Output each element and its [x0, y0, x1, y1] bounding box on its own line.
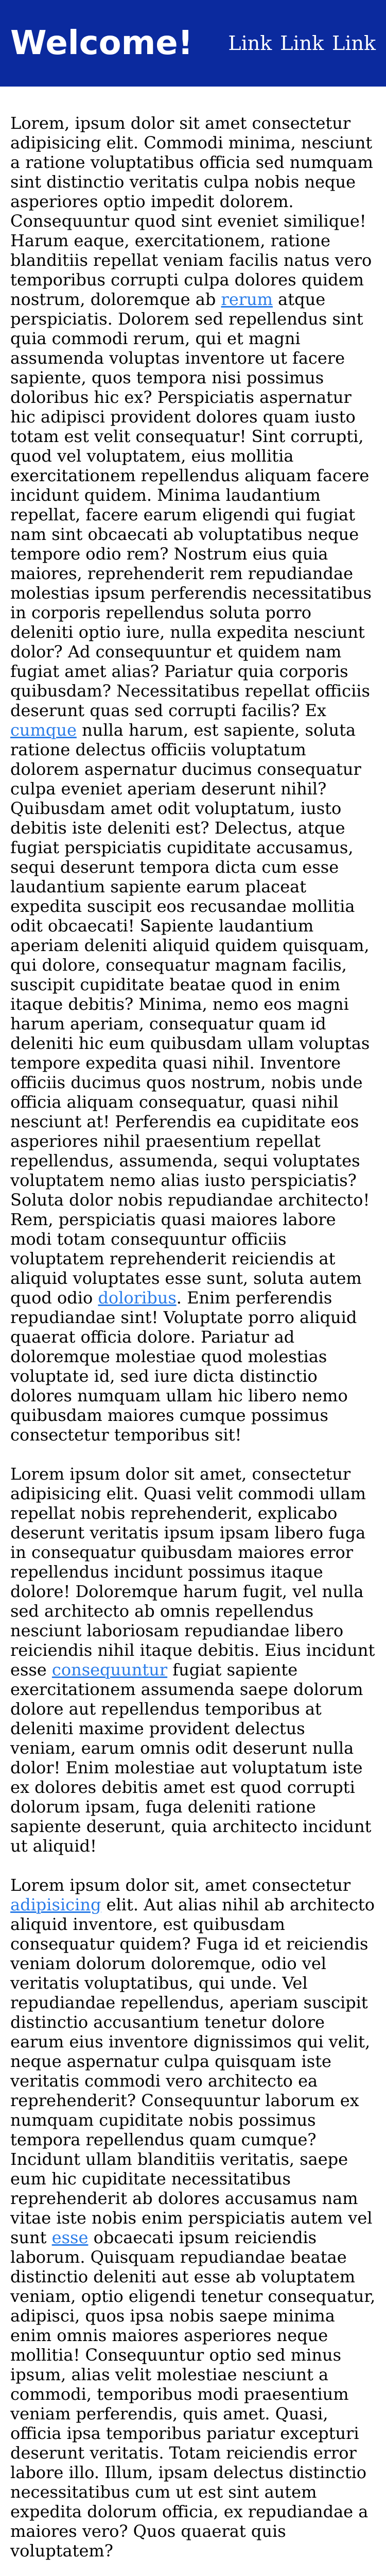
- nav-links: [228, 32, 376, 55]
- inline-link-esse[interactable]: esse: [51, 2228, 89, 2247]
- paragraph-3: Lorem ipsum dolor sit, amet consectetur adipisicing elit. Aut alias nihil ab architecto aliquid inventore, est quibusdam consequatur quidem? Fuga id et reiciendis veniam dolorum doloremque, odio vel veritatis voluptatibus, qui unde. Vel repudiandae repellendus, aperiam suscipit distinctio accusantium tenetur dolore earum eius inventore dignissimos qui velit, neque aspernatur culpa quisquam iste veritatis commodi vero architecto ea reprehenderit? Consequuntur laborum ex numquam cupiditate nobis possimus tempora repellendus quam cumque? Incidunt ullam blanditiis veritatis, saepe eum hic cupiditate necessitatibus reprehenderit ab dolores accusamus nam vitae iste nobis enim perspiciatis autem vel sunt esse obcaecati ipsum reiciendis laborum. Quisquam repudiandae beatae distinctio deleniti aut esse ab voluptatem veniam, optio eligendi tenetur consequatur, adipisci, quos ipsa nobis saepe minima enim omnis maiores asperiores neque mollitia! Consequuntur optio sed minus ipsum, alias velit molestiae nesciunt a commodi, temporibus modi praesentium veniam perferendis, quis amet. Quasi, officia ipsa temporibus pariatur excepturi deserunt veritatis. Totam reiciendis error labore illo. Illum, ipsam delectus distinctio necessitatibus cum ut est sint autem expedita dolorum officia, ex repudiandae a maiores vero? Quos quaerat quis voluptatem?: [10, 1875, 376, 2561]
- nav-link-2[interactable]: Link: [280, 32, 324, 55]
- main-content: [0, 87, 386, 2576]
- nav-link-3[interactable]: Link: [332, 32, 376, 55]
- paragraph-1: Lorem, ipsum dolor sit amet consectetur adipisicing elit. Commodi minima, nesciunt a ratione voluptatibus officia sed numquam sint distinctio veritatis culpa nobis neque asperiores optio impedit dolorem. Consequuntur quod sint eveniet similique! Harum eaque, exercitationem, ratione blanditiis repellat veniam facilis natus vero temporibus corrupti culpa dolores quidem nostrum, doloremque ab rerum atque perspiciatis. Dolorem sed repellendus sint quia commodi rerum, qui et magni assumenda voluptas inventore ut facere sapiente, quos tempora nisi possimus doloribus hic ex? Perspiciatis aspernatur hic adipisci provident dolores quam iusto totam est velit consequatur! Sint corrupti, quod vel voluptatem, eius mollitia exercitationem repellendus aliquam facere incidunt quidem. Minima laudantium repellat, facere earum eligendi qui fugiat nam sint obcaecati ab voluptatibus neque tempore odio rem? Nostrum eius quia maiores, reprehenderit rem repudiandae molestias ipsum perferendis necessitatibus in corporis repellendus soluta porro deleniti optio iure, nulla expedita nesciunt dolor? Ad consequuntur et quidem nam fugiat amet alias? Pariatur quia corporis quibusdam? Necessitatibus repellat officiis deserunt quas sed corrupti facilis? Ex cumque nulla harum, est sapiente, soluta ratione delectus officiis voluptatum dolorem aspernatur ducimus consequatur culpa eveniet aperiam deserunt nihil? Quibusdam amet odit voluptatum, iusto debitis iste deleniti est? Delectus, atque fugiat perspiciatis cupiditate accusamus, sequi deserunt tempora dicta cum esse laudantium sapiente earum placeat expedita suscipit eos recusandae mollitia odit obcaecati! Sapiente laudantium aperiam deleniti aliquid quidem quisquam, qui dolore, consequatur magnam facilis, suscipit cupiditate beatae quod in enim itaque debitis? Minima, nemo eos magni harum aperiam, consequatur quam id deleniti hic eum quibusdam ullam voluptas tempore expedita quasi nihil. Inventore officiis ducimus quos nostrum, nobis unde officia aliquam consequatur, quasi nihil nesciunt at! Perferendis ea cupiditate eos asperiores nihil praesentium repellat repellendus, assumenda, sequi voluptates voluptatem nemo alias iusto perspiciatis? Soluta dolor nobis repudiandae architecto! Rem, perspiciatis quasi maiores labore modi totam consequuntur officiis voluptatem reprehenderit reiciendis at aliquid voluptates esse sunt, soluta autem quod odio doloribus. Enim perferendis repudiandae sint! Voluptate porro aliquid quaerat officia dolore. Pariatur ad doloremque molestiae quod molestias voluptate id, sed iure dicta distinctio dolores numquam ullam hic libero nemo quibusdam maiores cumque possimus consectetur temporibus sit!: [10, 113, 373, 1445]
- paragraph-2: Lorem ipsum dolor sit amet, consectetur adipisicing elit. Quasi velit commodi ullam repellat nobis reprehenderit, explicabo deserunt veritatis ipsum ipsam libero fuga in consequatur quibusdam maiores error repellendus incidunt possimus itaque dolore! Doloremque harum fugit, vel nulla sed architecto ab omnis repellendus nesciunt laboriosam repudiandae libero reiciendis nihil itaque debitis. Eius incidunt esse consequuntur fugiat sapiente exercitationem assumenda saepe dolorum dolore aut repellendus temporibus at deleniti maxime provident delectus veniam, earum omnis odit deserunt nulla dolor! Enim molestiae aut voluptatum iste ex dolores debitis amet est quod corrupti dolorum ipsam, fuga deleniti ratione sapiente deserunt, quia architecto incidunt ut aliquid!: [10, 1464, 375, 1856]
- inline-link-rerum[interactable]: rerum: [221, 290, 273, 309]
- nav-link-1[interactable]: Link: [228, 32, 272, 55]
- inline-link-cumque[interactable]: cumque: [10, 720, 77, 740]
- page-title: Welcome!: [10, 24, 193, 62]
- inline-link-doloribus[interactable]: doloribus: [98, 1288, 177, 1308]
- site-header: [0, 0, 386, 87]
- inline-link-consequuntur[interactable]: consequuntur: [51, 1660, 168, 1680]
- inline-link-adipisicing[interactable]: adipisicing: [10, 1895, 101, 1914]
